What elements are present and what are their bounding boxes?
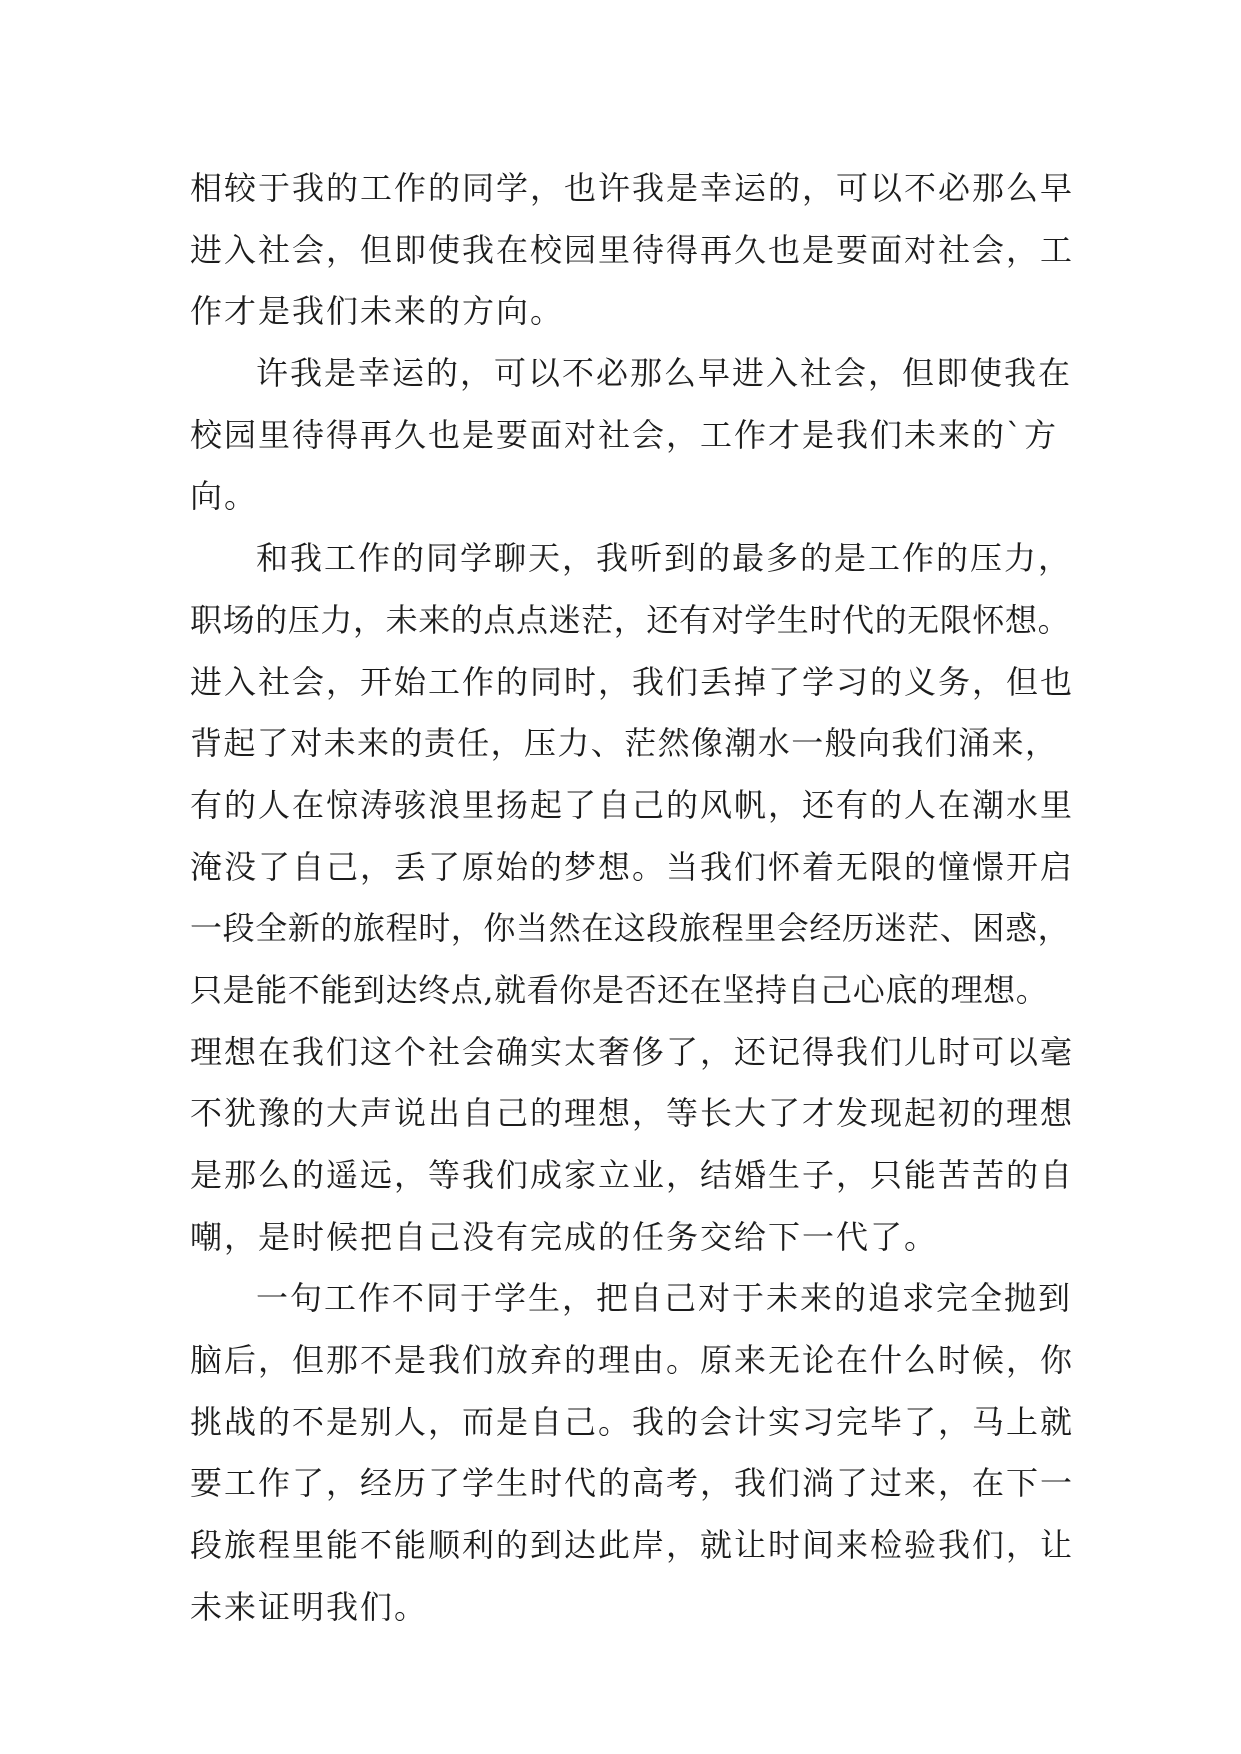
text-line: 未来证明我们。 [190,1587,429,1626]
paragraph-2 [190,343,1073,528]
text-line: 挑战的不是别人，而是自己。我的会计实习完毕了，马上就 [190,1402,1075,1441]
text-line: 进入社会，开始工作的同时，我们丢掉了学习的义务，但也 [190,662,1075,701]
text-line: 进入社会，但即使我在校园里待得再久也是要面对社会，工 [190,230,1075,269]
text-line: 背起了对未来的责任，压力、茫然像潮水一般向我们涌来， [190,724,1059,763]
text-line: 嘲，是时候把自己没有完成的任务交给下一代了。 [190,1217,939,1256]
text-line: 只是能不能到达终点,就看你是否还在坚持自己心底的理想。 [190,970,1049,1009]
text-line: 要工作了，经历了学生时代的高考，我们淌了过来，在下一 [190,1464,1075,1503]
text-line: 不犹豫的大声说出自己的理想，等长大了才发现起初的理想 [190,1094,1075,1133]
text-line: 职场的压力，未来的点点迷茫，还有对学生时代的无限怀想。 [190,600,1071,639]
paragraph-1 [190,158,1075,343]
text-line: 脑后，但那不是我们放弃的理由。原来无论在什么时候，你 [190,1341,1075,1380]
paragraph-3 [190,528,1075,1268]
text-line: 相较于我的工作的同学，也许我是幸运的，可以不必那么早 [190,169,1075,207]
text-line: 一段全新的旅程时，你当然在这段旅程里会经历迷茫、困惑， [190,909,1071,948]
text-line: 作才是我们未来的方向。 [190,292,565,331]
text-line: 有的人在惊涛骇浪里扬起了自己的风帆，还有的人在潮水里 [190,785,1075,824]
text-line: 许我是幸运的，可以不必那么早进入社会，但即使我在 [256,354,1073,393]
text-line: 淹没了自己，丢了原始的梦想。当我们怀着无限的憧憬开启 [190,847,1075,886]
text-line: 理想在我们这个社会确实太奢侈了，还记得我们儿时可以毫 [190,1032,1075,1071]
text-line: 和我工作的同学聊天，我听到的最多的是工作的压力， [256,539,1073,578]
paragraph-4 [190,1268,1075,1638]
text-line: 校园里待得再久也是要面对社会，工作才是我们未来的`方 [190,415,1059,454]
document-body [190,158,1075,1639]
text-line: 向。 [190,477,259,516]
text-line: 段旅程里能不能顺利的到达此岸，就让时间来检验我们，让 [190,1526,1075,1565]
text-line: 是那么的遥远，等我们成家立业，结婚生子，只能苦苦的自 [190,1156,1075,1194]
text-line: 一句工作不同于学生，把自己对于未来的追求完全抛到 [256,1279,1073,1318]
